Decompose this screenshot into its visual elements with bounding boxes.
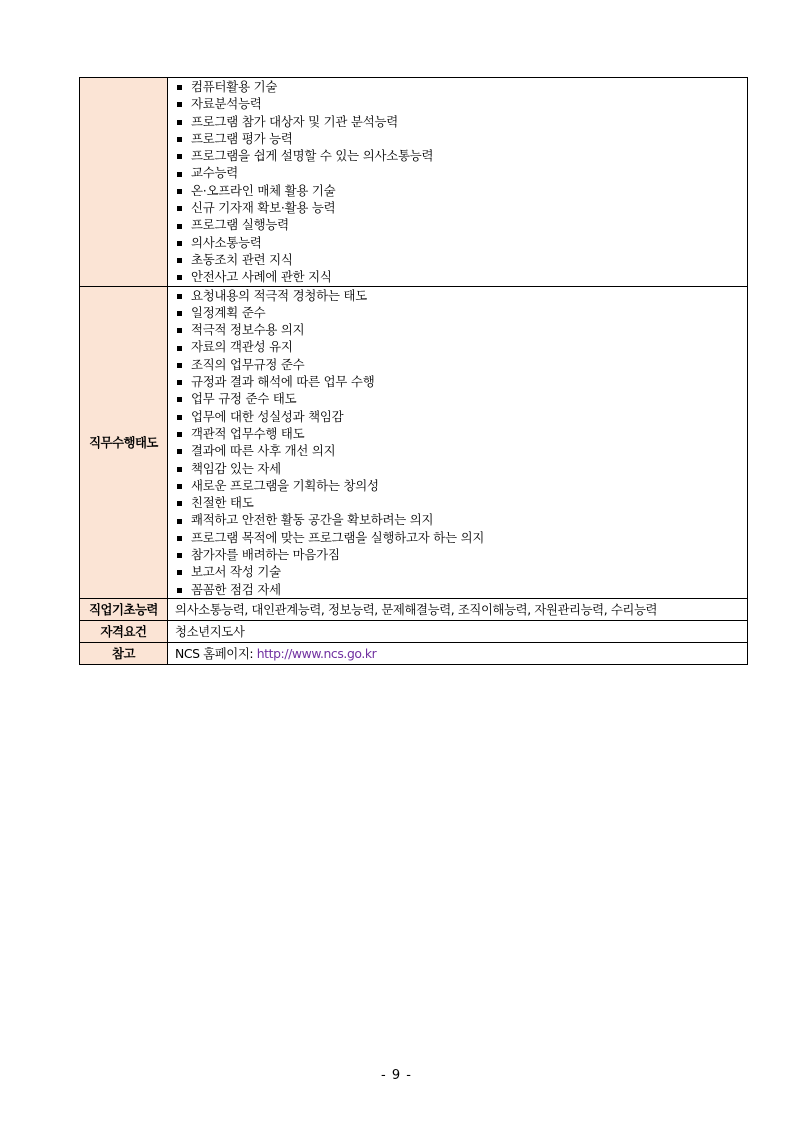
bullet-square-icon <box>177 137 182 142</box>
skills-label-cell <box>80 78 168 287</box>
list-item <box>175 563 747 580</box>
list-item-text: 자료분석능력 <box>191 96 262 112</box>
list-item <box>175 95 747 112</box>
list-item <box>175 234 747 251</box>
list-item-text: 교수능력 <box>191 165 239 181</box>
list-item <box>175 251 747 268</box>
bullet-square-icon <box>177 85 182 90</box>
list-item <box>175 373 747 390</box>
list-item-text: 컴퓨터활용 기술 <box>191 79 278 94</box>
qualification-content-cell <box>168 620 748 642</box>
list-item <box>175 113 747 130</box>
list-item <box>175 164 747 181</box>
ncs-info-table <box>79 77 748 665</box>
reference-label-cell <box>80 642 168 664</box>
ncs-homepage-link[interactable]: http://www.ncs.go.kr <box>256 645 377 661</box>
list-item <box>175 338 747 355</box>
list-item-text: 자료의 객관성 유지 <box>191 339 293 355</box>
bullet-square-icon <box>177 484 182 489</box>
bullet-square-icon <box>177 189 182 194</box>
bullet-square-icon <box>177 588 182 593</box>
list-item-text: 결과에 따른 사후 개선 의지 <box>191 443 336 459</box>
basic-abilities-label-cell <box>80 598 168 620</box>
page-number: - 9 - <box>381 1068 412 1083</box>
bullet-square-icon <box>177 346 182 351</box>
list-item-text: 프로그램 평가 능력 <box>191 130 293 146</box>
attitude-label-cell <box>80 286 168 598</box>
bullet-square-icon <box>177 380 182 385</box>
list-item <box>175 268 747 285</box>
list-item-text: 참가자를 배려하는 마음가짐 <box>191 547 340 563</box>
bullet-square-icon <box>177 467 182 472</box>
list-item-text: 일정계획 준수 <box>191 304 266 320</box>
list-item-text: 프로그램을 쉽게 설명할 수 있는 의사소통능력 <box>191 148 434 164</box>
list-item <box>175 546 747 563</box>
bullet-square-icon <box>177 311 182 316</box>
list-item-text: 조직의 업무규정 준수 <box>191 356 305 372</box>
bullet-square-icon <box>177 206 182 211</box>
list-item <box>175 460 747 477</box>
list-item-text: 안전사고 사례에 관한 지식 <box>191 269 332 285</box>
list-item-text: 꼼꼼한 점검 자세 <box>191 581 281 597</box>
row-label: 참고 <box>112 646 135 662</box>
list-item-text: 보고서 작성 기술 <box>191 564 281 580</box>
list-item <box>175 287 747 304</box>
attitude-content-cell <box>168 286 748 598</box>
list-item-text: 요청내용의 적극적 경청하는 태도 <box>191 287 367 303</box>
bullet-square-icon <box>177 294 182 299</box>
list-item <box>175 442 747 459</box>
list-item-text: 규정과 결과 해석에 따른 업무 수행 <box>191 374 375 390</box>
skills-content-cell <box>168 78 748 287</box>
bullet-square-icon <box>177 172 182 177</box>
list-item <box>175 356 747 373</box>
bullet-square-icon <box>177 501 182 506</box>
reference-content-cell <box>168 642 748 664</box>
list-item-text: 프로그램 실행능력 <box>191 217 289 233</box>
list-item <box>175 147 747 164</box>
list-item <box>175 425 747 442</box>
list-item <box>175 130 747 147</box>
list-item-text: 업무 규정 준수 태도 <box>191 391 297 407</box>
list-item <box>175 304 747 321</box>
basic-abilities-content-cell <box>168 598 748 620</box>
bullet-square-icon <box>177 328 182 333</box>
bullet-square-icon <box>177 154 182 159</box>
table-row-qualification <box>80 620 748 642</box>
row-label: 자격요건 <box>100 624 147 640</box>
basic-abilities-value: 의사소통능력, 대인관계능력, 정보능력, 문제해결능력, 조직이해능력, 자원관리능력, 수리능력 <box>175 601 658 617</box>
bullet-square-icon <box>177 241 182 246</box>
list-item-text: 업무에 대한 성실성과 책임감 <box>191 408 344 424</box>
bullet-square-icon <box>177 275 182 280</box>
row-label: 직무수행태도 <box>89 435 158 451</box>
bullet-square-icon <box>177 102 182 107</box>
list-item-text: 객관적 업무수행 태도 <box>191 425 305 441</box>
list-item-text: 온·오프라인 매체 활용 기술 <box>191 182 336 198</box>
list-item-text: 프로그램 목적에 맞는 프로그램을 실행하고자 하는 의지 <box>191 529 485 545</box>
list-item <box>175 581 747 598</box>
qualification-label-cell <box>80 620 168 642</box>
list-item <box>175 321 747 338</box>
list-item <box>175 390 747 407</box>
bullet-square-icon <box>177 553 182 558</box>
list-item <box>175 199 747 216</box>
list-item-text: 의사소통능력 <box>191 234 262 250</box>
list-item <box>175 182 747 199</box>
bullet-square-icon <box>177 120 182 125</box>
bullet-square-icon <box>177 449 182 454</box>
bullet-square-icon <box>177 432 182 437</box>
table-row-reference <box>80 642 748 664</box>
bullet-square-icon <box>177 536 182 541</box>
list-item <box>175 494 747 511</box>
bullet-square-icon <box>177 570 182 575</box>
reference-prefix: NCS 홈페이지: <box>175 645 257 661</box>
skills-list <box>175 78 747 286</box>
list-item <box>175 408 747 425</box>
bullet-square-icon <box>177 224 182 229</box>
list-item <box>175 529 747 546</box>
list-item-text: 친절한 태도 <box>191 495 254 511</box>
table-row-attitude <box>80 286 748 598</box>
list-item-text: 적극적 정보수용 의지 <box>191 322 305 338</box>
table-row-basic-abilities <box>80 598 748 620</box>
list-item-text: 쾌적하고 안전한 활동 공간을 확보하려는 의지 <box>191 512 434 528</box>
bullet-square-icon <box>177 363 182 368</box>
bullet-square-icon <box>177 415 182 420</box>
bullet-square-icon <box>177 258 182 263</box>
list-item <box>175 78 747 95</box>
list-item <box>175 477 747 494</box>
list-item <box>175 216 747 233</box>
bullet-square-icon <box>177 397 182 402</box>
list-item-text: 신규 기자재 확보·활용 능력 <box>191 200 336 216</box>
reference-value <box>175 643 747 664</box>
attitude-list <box>175 287 747 598</box>
row-label: 직업기초능력 <box>89 602 158 618</box>
list-item-text: 프로그램 참가 대상자 및 기관 분석능력 <box>191 113 399 129</box>
list-item-text: 새로운 프로그램을 기획하는 창의성 <box>191 477 379 493</box>
list-item-text: 초동조치 관련 지식 <box>191 251 293 267</box>
bullet-square-icon <box>177 519 182 524</box>
list-item <box>175 511 747 528</box>
table-row-skills <box>80 78 748 287</box>
list-item-text: 책임감 있는 자세 <box>191 460 281 476</box>
qualification-value: 청소년지도사 <box>175 623 245 639</box>
